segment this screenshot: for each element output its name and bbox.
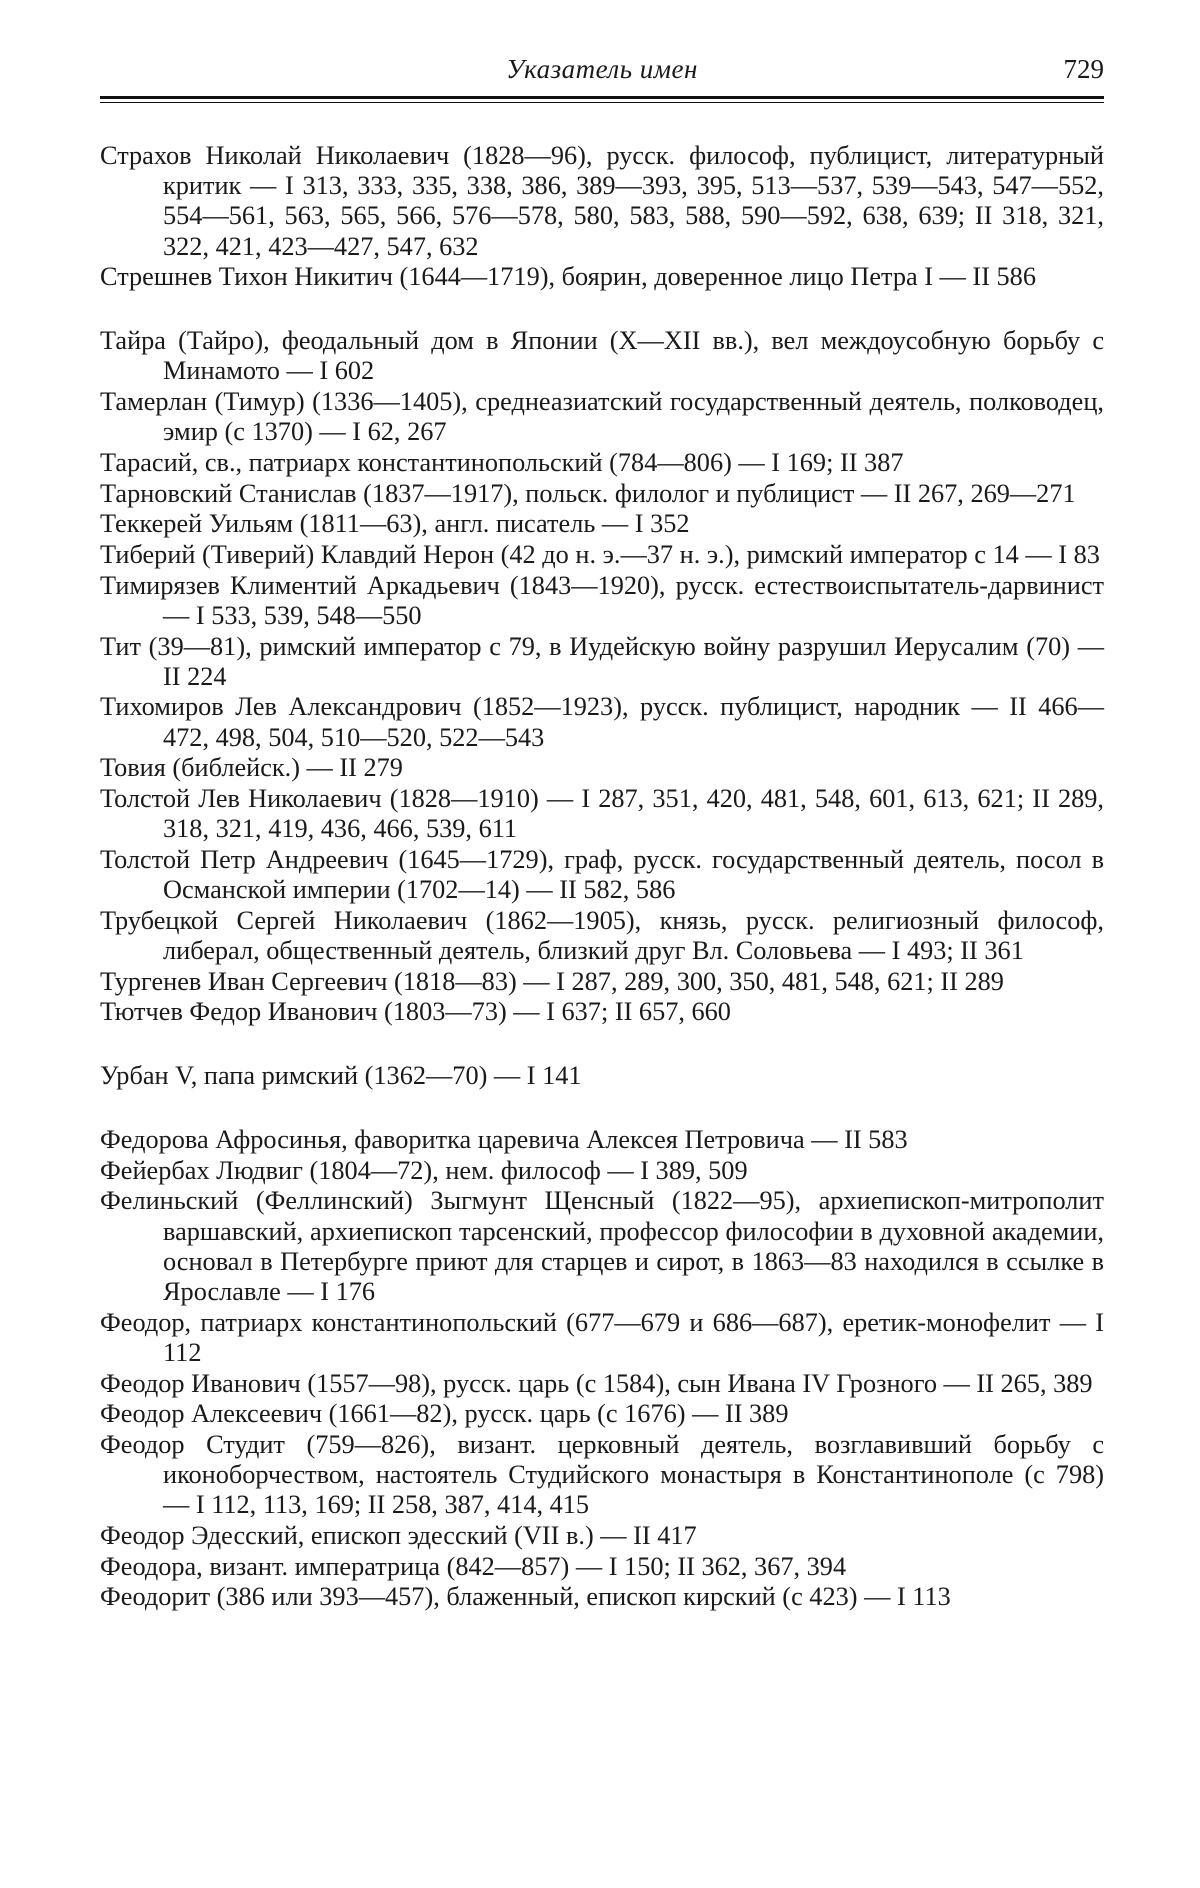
index-entry: Тихомиров Лев Александрович (1852—1923), русск. публицист, народник — II 466—472, 498, 504, 510—520, 522—543 — [100, 692, 1104, 752]
index-entry: Тиберий (Тиверий) Клавдий Нерон (42 до н. э.—37 н. э.), римский император с 14 — I 83 — [100, 539, 1100, 569]
index-entry: Феодор, патриарх константинопольский (677—679 и 686—687), еретик-монофелит — I 112 — [100, 1307, 1104, 1367]
index-entry: Феодора, визант. императрица (842—857) — I 150; II 362, 367, 394 — [100, 1551, 847, 1581]
index-section-t — [100, 326, 1104, 1028]
index-entry: Тарасий, св., патриарх константинопольский (784—806) — I 169; II 387 — [100, 447, 904, 477]
index-entry: Тимирязев Климентий Аркадьевич (1843—1920), русск. естествоиспытатель-дарвинист — I 533, 539, 548—550 — [100, 570, 1104, 630]
index-entry: Феодорит (386 или 393—457), блаженный, епископ кирский (с 423) — I 113 — [100, 1582, 951, 1612]
index-entry: Толстой Петр Андреевич (1645—1729), граф, русск. государственный деятель, посол в Османской империи (1702—14) — II 582, 586 — [100, 844, 1104, 905]
header-rule-thin — [100, 102, 1104, 103]
index-entry: Тит (39—81), римский император с 79, в Иудейскую войну разрушил Иерусалим (70) — II 224 — [100, 631, 1104, 691]
index-section-f — [100, 1125, 1104, 1613]
header-rule-thick — [100, 96, 1104, 99]
book-page — [100, 52, 1104, 1613]
index-entry: Тайра (Тайро), феодальный дом в Японии (X—XII вв.), вел междоусобную борьбу с Минамото — I 602 — [100, 326, 1104, 386]
index-entry: Феодор Эдесский, епископ эдесский (VII в.) — II 417 — [100, 1521, 697, 1551]
page-number: 729 — [1063, 54, 1104, 84]
index-entry: Фейербах Людвиг (1804—72), нем. философ — I 389, 509 — [100, 1155, 748, 1185]
page-header — [100, 52, 1104, 96]
index-entry: Федорова Афросинья, фаворитка царевича Алексея Петровича — II 583 — [100, 1124, 908, 1154]
index-entry: Теккерей Уильям (1811—63), англ. писатель — I 352 — [100, 509, 690, 539]
index-entry: Урбан V, папа римский (1362—70) — I 141 — [100, 1061, 582, 1091]
letter-gap — [100, 1028, 1104, 1061]
index-section-s — [100, 141, 1104, 293]
index-entry: Трубецкой Сергей Николаевич (1862—1905), князь, русск. религиозный философ, либерал, общественный деятель, близкий друг Вл. Соловьева — I 493; II 361 — [100, 905, 1104, 966]
index-entry: Фелиньский (Феллинский) Зыгмунт Щенсный (1822—95), архиепископ-митрополит варшавский, архиепископ тарсенский, профессор философии в духовной академии, основал в Петербурге приют для старцев и сирот, в 1863—83 находился в ссылке в Ярославле — I 176 — [100, 1186, 1104, 1306]
index-entry: Тамерлан (Тимур) (1336—1405), среднеазиатский государственный деятель, полководец, эмир (с 1370) — I 62, 267 — [100, 386, 1104, 447]
index-entry: Феодор Иванович (1557—98), русск. царь (с 1584), сын Ивана IV Грозного — II 265, 389 — [100, 1368, 1093, 1398]
index-entry: Товия (библейск.) — II 279 — [100, 753, 403, 783]
index-entry: Тургенев Иван Сергеевич (1818—83) — I 287, 289, 300, 350, 481, 548, 621; II 289 — [100, 966, 1004, 996]
letter-gap — [100, 1092, 1104, 1125]
index-entry: Феодор Алексеевич (1661—82), русск. царь (с 1676) — II 389 — [100, 1399, 789, 1429]
index-entry: Толстой Лев Николаевич (1828—1910) — I 287, 351, 420, 481, 548, 601, 613, 621; II 289, 318, 321, 419, 436, 466, 539, 611 — [100, 784, 1104, 844]
index-entries — [100, 141, 1104, 1613]
index-entry: Феодор Студит (759—826), визант. церковный деятель, возглавивший борьбу с иконоборчеством, настоятель Студийского монастыря в Константинополе (с 798) — I 112, 113, 169; II 258, 387, 414, 415 — [100, 1429, 1104, 1520]
index-entry: Страхов Николай Николаевич (1828—96), русск. философ, публицист, литературный критик — I 313, 333, 335, 338, 386, 389—393, 395, 513—537, 539—543, 547—552, 554—561, 563, 565, 566, 576—578, 580, 583, 588, 590—592, 638, 639; II 318, 321, 322, 421, 423—427, 547, 632 — [100, 141, 1104, 261]
running-title: Указатель имен — [506, 54, 698, 84]
index-entry: Тарновский Станислав (1837—1917), польск. филолог и публицист — II 267, 269—271 — [100, 478, 1076, 508]
index-entry: Тютчев Федор Иванович (1803—73) — I 637; II 657, 660 — [100, 997, 731, 1027]
index-section-u — [100, 1061, 1104, 1091]
index-entry: Стрешнев Тихон Никитич (1644—1719), боярин, доверенное лицо Петра I — II 586 — [100, 262, 1036, 292]
letter-gap — [100, 293, 1104, 326]
